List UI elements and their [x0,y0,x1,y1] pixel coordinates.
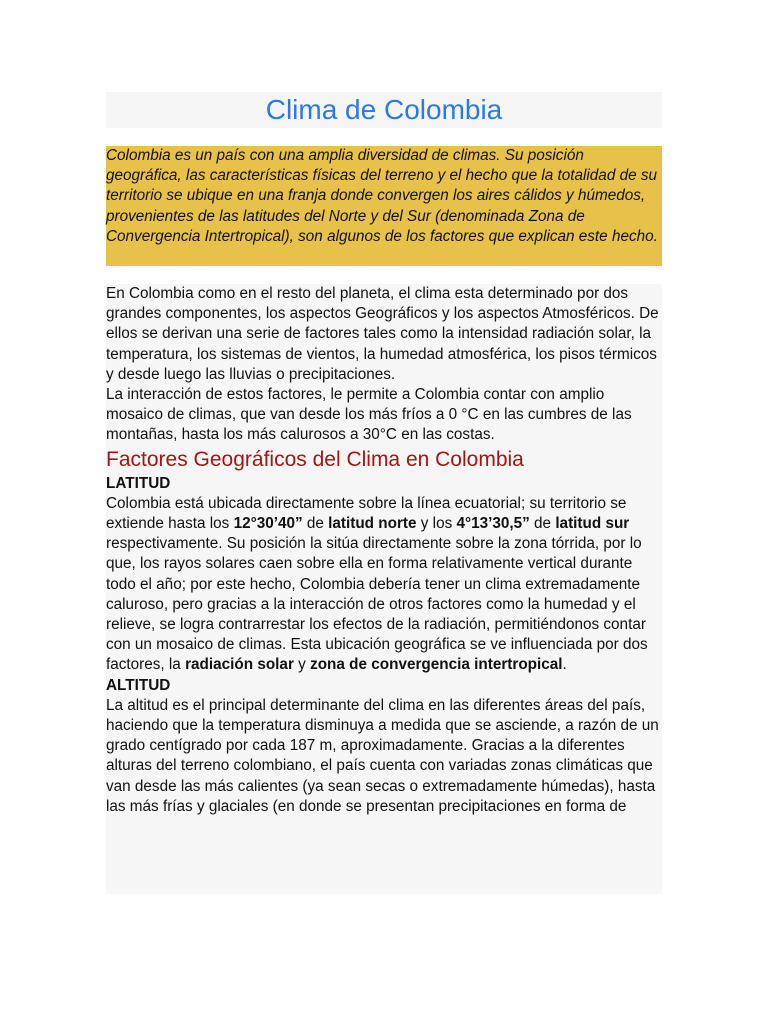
latitud-text-4: de [529,515,556,533]
latitud-text-6: y [293,656,311,674]
latitud-heading: LATITUD [106,474,171,492]
latitud-text-3: y los [416,515,457,533]
latitud-text-2: de [302,515,329,533]
latitud-north-value: 12°30’40” [233,515,303,533]
latitud-south-value: 4°13’30,5” [456,515,530,533]
paragraph-components: En Colombia como en el resto del planeta, el clima esta determinado por dos grandes componentes, los aspectos Geográficos y los aspectos Atmosféricos. De ellos se derivan una serie de factores tales como la intensidad radiación solar, la temperatura, los sistemas de vientos, la humedad atmosférica, los pisos térmicos y desde luego las lluvias o precipitaciones. [106,285,659,383]
intro-paragraph: Colombia es un país con una amplia diversidad de climas. Su posición geográfica, las características físicas del terreno y el hecho que la totalidad de su territorio se ubique en una franja donde convergen los aires cálidos y húmedos, provenientes de las latitudes del Norte y del Sur (denominada Zona de Convergencia Intertropical), son algunos de los factores que explican este hecho. [106,147,658,245]
latitud-south-label: latitud sur [555,515,630,533]
intro-highlight [106,146,662,266]
solar-radiation-term: radiación solar [185,656,294,674]
title-bar [106,92,662,128]
body-content [106,284,662,894]
latitud-text-5: respectivamente. Su posición la sitúa directamente sobre la zona tórrida, por lo que, los rayos solares caen sobre ella en forma relativamente vertical durante todo el año; por este hecho, Colombia debería tener un clima extremadamente caluroso, pero gracias a la interacción de otros factores como la humedad y el relieve, se logra contrarrestar los efectos de la radiación, permitiéndonos contar con un mosaico de climas. Esta ubicación geográfica se ve influenciada por dos factores, la [106,535,648,674]
latitud-text-7: . [562,656,567,674]
altitud-paragraph: La altitud es el principal determinante del clima en las diferentes áreas del país, haciendo que la temperatura disminuya a medida que se asciende, a razón de un grado centígrado por cada 187 m, aproximadamente. Gracias a la diferentes alturas del terreno colombiano, el país cuenta con variadas zonas climáticas que van desde las más calientes (ya sean secas o extremadamente húmedas), hasta las más frías y glaciales (en donde se presentan precipitaciones en forma de [106,696,659,815]
paragraph-interaction: La interacción de estos factores, le permite a Colombia contar con amplio mosaico de climas, que van desde los más fríos a 0 °C en las cumbres de las montañas, hasta los más calurosos a 30°C en las costas. [106,386,632,444]
latitud-text-1: Colombia está ubicada directamente sobre la línea ecuatorial; su territorio se extiende hasta los [106,494,627,533]
latitud-paragraph [106,494,662,676]
altitud-heading: ALTITUD [106,676,171,694]
page-title: Clima de Colombia [265,94,503,125]
convergence-zone-term: zona de convergencia intertropical [310,656,563,674]
latitud-north-label: latitud norte [328,515,417,533]
section-heading: Factores Geográficos del Clima en Colombia [106,447,524,471]
